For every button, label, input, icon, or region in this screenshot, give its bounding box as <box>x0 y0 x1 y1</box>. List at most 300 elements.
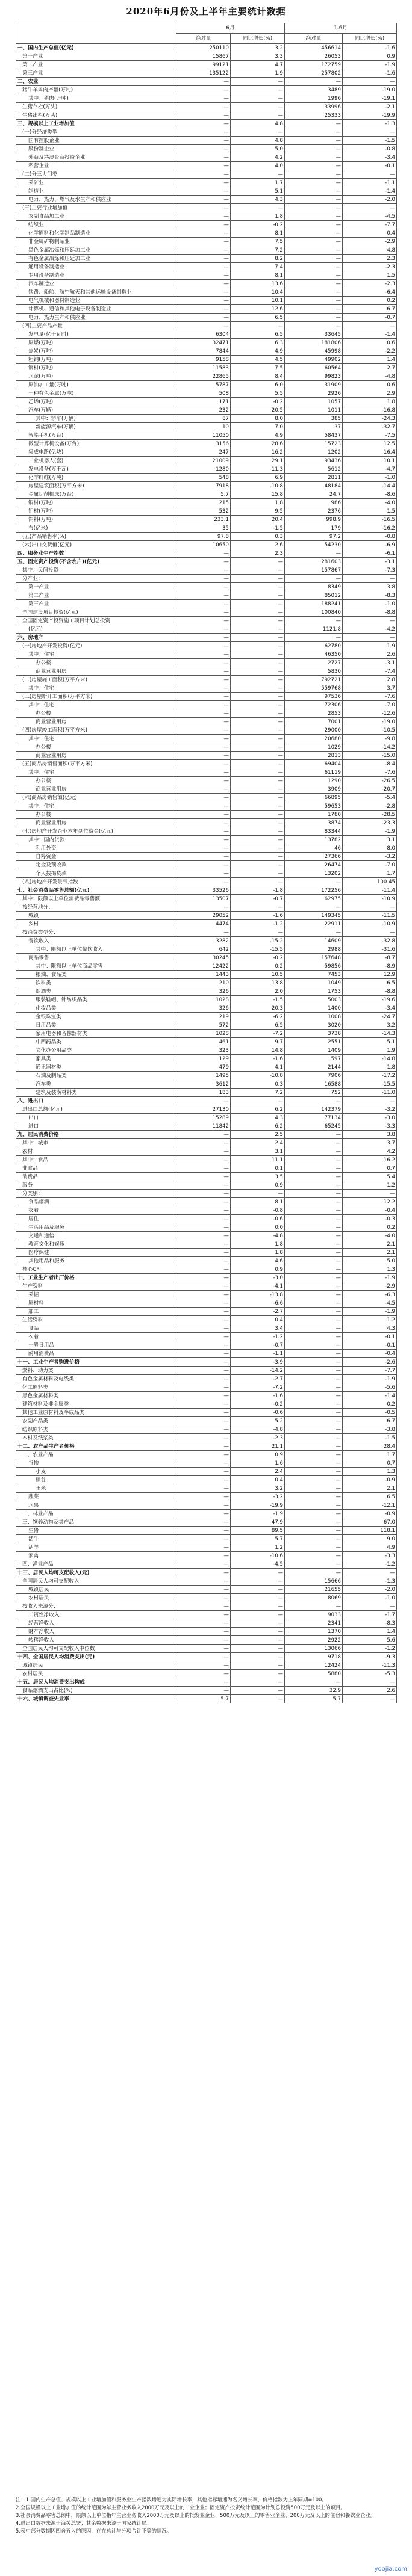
table-row <box>16 903 397 912</box>
june-growth: 0.9 <box>231 1451 285 1459</box>
indicator-name: 稻谷 <box>16 1476 176 1484</box>
june-growth: 4.5 <box>231 356 285 364</box>
h1-value: 281603 <box>285 558 343 566</box>
june-growth: 1.9 <box>231 69 285 78</box>
indicator-name: 食品 <box>16 1324 176 1333</box>
june-growth: — <box>231 1628 285 1636</box>
h1-growth: -19.0 <box>343 86 397 94</box>
table-row <box>16 111 397 120</box>
june-value: 27130 <box>176 1105 231 1114</box>
indicator-name: 工业机器人(套) <box>16 457 176 465</box>
indicator-name: 铁路、船舶、航空航天和其他运输设备制造业 <box>16 288 176 297</box>
june-growth: — <box>231 1611 285 1619</box>
h1-growth: 2.1 <box>343 1249 397 1257</box>
h1-value: 3874 <box>285 819 343 827</box>
h1-value: — <box>285 1552 343 1560</box>
h1-value: 65245 <box>285 1122 343 1131</box>
table-row <box>16 1535 397 1543</box>
h1-value: — <box>285 196 343 204</box>
indicator-name: 乡村 <box>16 920 176 928</box>
table-row <box>16 1105 397 1114</box>
june-value: — <box>176 322 231 330</box>
june-value: 6304 <box>176 330 231 339</box>
indicator-name: 生猪出栏(万头) <box>16 111 176 120</box>
table-row <box>16 1114 397 1122</box>
h1-value: 2926 <box>285 389 343 398</box>
table-row <box>16 1324 397 1333</box>
h1-growth: -11.0 <box>343 1089 397 1097</box>
h1-growth: — <box>343 1695 397 1703</box>
h1-value: 2144 <box>285 1063 343 1072</box>
june-growth: 0.9 <box>231 1265 285 1274</box>
june-value: — <box>176 1577 231 1586</box>
june-value: 10 <box>176 423 231 431</box>
june-value: 15289 <box>176 1114 231 1122</box>
indicator-name: 其中：国内贷款 <box>16 836 176 844</box>
h1-value: 1409 <box>285 1046 343 1055</box>
h1-growth: -0.3 <box>343 1215 397 1223</box>
indicator-name: 第一产业 <box>16 583 176 591</box>
h1-value: 8349 <box>285 583 343 591</box>
june-value: — <box>176 1206 231 1215</box>
h1-growth: -8.4 <box>343 760 397 768</box>
h1-value: — <box>285 1232 343 1240</box>
june-value: 15867 <box>176 52 231 61</box>
h1-growth: -1.5 <box>343 1434 397 1442</box>
table-row <box>16 465 397 474</box>
june-growth: -0.2 <box>231 221 285 229</box>
indicator-name: 黑色金属冶炼和压延加工业 <box>16 246 176 255</box>
h1-growth: -7.0 <box>343 861 397 869</box>
h1-value: — <box>285 903 343 912</box>
june-value: — <box>176 743 231 752</box>
h1-value: 172256 <box>285 886 343 895</box>
june-growth: -0.2 <box>231 1400 285 1409</box>
june-value: — <box>176 1442 231 1451</box>
june-value: — <box>176 1678 231 1687</box>
june-growth: 14.8 <box>231 1046 285 1055</box>
h1-value: — <box>285 280 343 288</box>
h1-growth: -7.6 <box>343 693 397 701</box>
june-growth: — <box>231 575 285 583</box>
june-value: — <box>176 263 231 271</box>
indicator-name: 消费品 <box>16 1173 176 1181</box>
june-value: — <box>176 212 231 221</box>
june-growth: — <box>231 1569 285 1577</box>
h1-growth: -4.2 <box>343 625 397 634</box>
indicator-name: 商品零售 <box>16 954 176 962</box>
h1-growth: -20.7 <box>343 785 397 794</box>
indicator-name: 办公楼 <box>16 811 176 819</box>
h1-growth: -7.3 <box>343 566 397 575</box>
table-row <box>16 406 397 415</box>
june-growth: 6.9 <box>231 474 285 482</box>
june-growth: — <box>231 659 285 667</box>
h1-growth: 3.1 <box>343 836 397 844</box>
table-row <box>16 1063 397 1072</box>
june-growth: — <box>231 1636 285 1645</box>
h1-value: — <box>285 246 343 255</box>
june-growth: — <box>231 684 285 693</box>
h1-growth: -1.9 <box>343 1375 397 1383</box>
table-row <box>16 836 397 844</box>
indicator-name: 农副食品加工业 <box>16 212 176 221</box>
h1-value: 66895 <box>285 794 343 802</box>
table-row <box>16 1274 397 1282</box>
indicator-name: 生活资料 <box>16 1316 176 1324</box>
indicator-name: 按消费类型分： <box>16 928 176 937</box>
h1-growth: -1.7 <box>343 1611 397 1619</box>
h1-growth: 100.45 <box>343 878 397 886</box>
indicator-name: 通讯器材类 <box>16 1063 176 1072</box>
h1-growth: — <box>343 634 397 642</box>
indicator-name: 六、房地产 <box>16 634 176 642</box>
indicator-name: 专用设备制造业 <box>16 271 176 280</box>
june-value: — <box>176 1131 231 1139</box>
june-value: 7844 <box>176 347 231 356</box>
table-row <box>16 1291 397 1299</box>
june-value: — <box>176 642 231 650</box>
indicator-name: 外商及港澳台商投资企业 <box>16 153 176 162</box>
table-row <box>16 347 397 356</box>
h1-growth: -16.2 <box>343 524 397 533</box>
june-growth: 5.7 <box>231 1535 285 1543</box>
table-row <box>16 44 397 52</box>
june-growth: 3.2 <box>231 1484 285 1493</box>
h1-value: 3489 <box>285 86 343 94</box>
june-growth: 11.3 <box>231 465 285 474</box>
h1-value: — <box>285 1198 343 1206</box>
h1-value: 1008 <box>285 1013 343 1021</box>
june-value: — <box>176 1164 231 1173</box>
h1-value: — <box>285 1459 343 1468</box>
h1-growth: -1.6 <box>343 44 397 52</box>
june-growth: -7.2 <box>231 1383 285 1392</box>
h1-growth: -14.4 <box>343 482 397 490</box>
table-row <box>16 170 397 179</box>
h1-growth: -7.0 <box>343 701 397 709</box>
june-growth: 10.4 <box>231 288 285 297</box>
h1-value: 1202 <box>285 448 343 457</box>
footnote: 5.表中部分数据因四舍五入的原因，存在总计与分项合计不等的情况。 <box>16 2528 172 2534</box>
june-growth: — <box>231 322 285 330</box>
table-row <box>16 179 397 187</box>
table-row <box>16 1493 397 1501</box>
table-row <box>16 1021 397 1030</box>
june-value: — <box>176 650 231 659</box>
table-row <box>16 271 397 280</box>
june-value: 219 <box>176 1013 231 1021</box>
h1-growth: 3.2 <box>343 1021 397 1030</box>
h1-growth: -8.8 <box>343 987 397 996</box>
h1-growth: 1.5 <box>343 271 397 280</box>
h1-value: 45998 <box>285 347 343 356</box>
indicator-name: (二)房屋施工面积(万平方米) <box>16 676 176 684</box>
june-growth: 5.0 <box>231 145 285 153</box>
june-value: 532 <box>176 507 231 516</box>
june-growth: -0.2 <box>231 398 285 406</box>
h1-value: — <box>285 314 343 322</box>
june-value: — <box>176 170 231 179</box>
june-growth: 3.2 <box>231 44 285 52</box>
indicator-name: 商业营业用房 <box>16 819 176 827</box>
h1-growth: 0.4 <box>343 229 397 238</box>
june-value: 171 <box>176 398 231 406</box>
h1-value: — <box>285 1223 343 1232</box>
h1-growth: -0.1 <box>343 1333 397 1341</box>
indicator-name: 分产业： <box>16 575 176 583</box>
june-growth: — <box>231 1645 285 1653</box>
h1-growth: -26.5 <box>343 777 397 785</box>
indicator-name: 文化办公用品类 <box>16 1046 176 1055</box>
h1-growth: 1.9 <box>343 1046 397 1055</box>
june-growth: — <box>231 608 285 617</box>
h1-growth: — <box>343 322 397 330</box>
h1-growth: -9.3 <box>343 1653 397 1661</box>
h1-growth: -24.3 <box>343 415 397 423</box>
june-growth: — <box>231 676 285 684</box>
indicator-name: 粮油、食品类 <box>16 971 176 979</box>
h1-value: 1996 <box>285 94 343 103</box>
june-value: — <box>176 1367 231 1375</box>
h1-growth: -19.9 <box>343 111 397 120</box>
h1-value: 1290 <box>285 777 343 785</box>
june-value: — <box>176 153 231 162</box>
june-growth: 0.3 <box>231 1080 285 1089</box>
table-row <box>16 1670 397 1678</box>
june-growth: -3.0 <box>231 1274 285 1282</box>
h1-value: — <box>285 1316 343 1324</box>
june-growth: 7.4 <box>231 263 285 271</box>
table-row <box>16 440 397 448</box>
h1-value: — <box>285 1484 343 1493</box>
table-row <box>16 886 397 895</box>
indicator-name: 农村居民 <box>16 1594 176 1602</box>
h1-growth: -0.8 <box>343 533 397 541</box>
june-growth: — <box>231 693 285 701</box>
table-row <box>16 103 397 111</box>
june-growth: 2.4 <box>231 1468 285 1476</box>
h1-growth: 1.8 <box>343 1063 397 1072</box>
h1-value: — <box>285 1409 343 1417</box>
table-row <box>16 305 397 314</box>
h1-value: — <box>285 1190 343 1198</box>
june-growth: 1.6 <box>231 1459 285 1468</box>
june-value: 461 <box>176 1038 231 1046</box>
h1-value: 1121.8 <box>285 625 343 634</box>
june-growth: 6.2 <box>231 1122 285 1131</box>
h1-growth: 0.7 <box>343 1459 397 1468</box>
table-row <box>16 61 397 69</box>
june-growth: — <box>231 861 285 869</box>
june-growth: — <box>231 726 285 735</box>
h1-growth: -4.0 <box>343 499 397 507</box>
h1-value: 83344 <box>285 827 343 836</box>
indicator-name: 原材料 <box>16 1299 176 1308</box>
indicator-name: 进出口总额(亿元) <box>16 1105 176 1114</box>
h1-growth: -1.2 <box>343 1560 397 1569</box>
h1-growth: -1.4 <box>343 330 397 339</box>
june-growth: — <box>231 1097 285 1105</box>
table-row <box>16 1164 397 1173</box>
indicator-name: 饮料类 <box>16 979 176 987</box>
june-growth: -6.2 <box>231 1013 285 1021</box>
june-value: — <box>176 549 231 558</box>
table-row <box>16 802 397 811</box>
june-growth: 6.5 <box>231 314 285 322</box>
h1-growth: -9.8 <box>343 735 397 743</box>
june-growth: 4.8 <box>231 137 285 145</box>
table-row <box>16 659 397 667</box>
table-row <box>16 1122 397 1131</box>
june-value: — <box>176 1274 231 1282</box>
indicator-name: 一、农业产品 <box>16 1451 176 1459</box>
june-growth: — <box>231 1678 285 1687</box>
table-row <box>16 1695 397 1703</box>
table-row <box>16 1392 397 1400</box>
h1-value: — <box>285 1341 343 1350</box>
h1-value: 85012 <box>285 591 343 600</box>
h1-growth: -19.6 <box>343 996 397 1004</box>
h1-growth: 12.2 <box>343 1198 397 1206</box>
june-growth: -1.6 <box>231 1392 285 1400</box>
june-growth: 16.2 <box>231 448 285 457</box>
h1-value: — <box>285 1257 343 1265</box>
june-value: 247 <box>176 448 231 457</box>
indicator-name: 分类别： <box>16 1190 176 1198</box>
june-value: 11050 <box>176 431 231 440</box>
h1-growth: -1.1 <box>343 179 397 187</box>
h1-value: — <box>285 305 343 314</box>
h1-growth: -3.4 <box>343 1004 397 1013</box>
h1-growth: 1.7 <box>343 869 397 878</box>
table-row <box>16 1434 397 1442</box>
h1-value: 7906 <box>285 1072 343 1080</box>
h1-growth: -1.4 <box>343 1392 397 1400</box>
indicator-name: 农村居民 <box>16 1670 176 1678</box>
h1-growth: -2.9 <box>343 1282 397 1291</box>
june-value: — <box>176 86 231 94</box>
indicator-name: 建筑材料及非金属类 <box>16 1400 176 1409</box>
june-value: — <box>176 162 231 170</box>
june-value: — <box>176 145 231 153</box>
h1-value: 2922 <box>285 1636 343 1645</box>
header-indicator <box>16 23 176 44</box>
indicator-name: 办公楼 <box>16 743 176 752</box>
indicator-name: 其中：限额以上单位消费品零售额 <box>16 895 176 903</box>
h1-value: — <box>285 170 343 179</box>
june-growth: -1.8 <box>231 886 285 895</box>
june-value: — <box>176 1316 231 1324</box>
h1-growth: 2.1 <box>343 1484 397 1493</box>
indicator-name: 第二产业 <box>16 591 176 600</box>
june-growth: -6.6 <box>231 1299 285 1308</box>
table-row <box>16 667 397 676</box>
h1-value: 16588 <box>285 1080 343 1089</box>
june-value: — <box>176 768 231 777</box>
indicator-name: 家具类 <box>16 1055 176 1063</box>
june-value: — <box>176 1392 231 1400</box>
indicator-name: 非食品 <box>16 1164 176 1173</box>
table-row <box>16 1484 397 1493</box>
indicator-name: (一)分经济类型 <box>16 128 176 137</box>
h1-value: 99823 <box>285 372 343 381</box>
h1-growth: -12.1 <box>343 1501 397 1510</box>
june-growth: 21.1 <box>231 1442 285 1451</box>
h1-growth: -1.9 <box>343 1274 397 1282</box>
june-growth: 20.3 <box>231 1004 285 1013</box>
h1-value: 32.9 <box>285 1687 343 1695</box>
h1-value: — <box>285 928 343 937</box>
h1-growth: 2.7 <box>343 364 397 372</box>
june-value: — <box>176 1308 231 1316</box>
h1-value: — <box>285 1560 343 1569</box>
header-june-value: 绝对量 <box>176 34 231 44</box>
h1-growth: 6.7 <box>343 305 397 314</box>
h1-value: — <box>285 297 343 305</box>
june-value: — <box>176 238 231 246</box>
indicator-name: 交通和通信 <box>16 1232 176 1240</box>
h1-growth: 1.5 <box>343 507 397 516</box>
indicator-name: (亿元) <box>16 625 176 634</box>
june-growth: — <box>231 794 285 802</box>
h1-growth: -2.9 <box>343 238 397 246</box>
june-growth: 4.6 <box>231 1257 285 1265</box>
june-value: — <box>176 844 231 853</box>
june-growth: 8.1 <box>231 271 285 280</box>
h1-value: 72306 <box>285 701 343 709</box>
june-growth: -10.8 <box>231 1072 285 1080</box>
h1-value: — <box>285 1602 343 1611</box>
h1-value: 5830 <box>285 667 343 676</box>
june-value: — <box>176 1510 231 1518</box>
june-growth: — <box>231 78 285 86</box>
june-value: — <box>176 1543 231 1552</box>
table-row <box>16 196 397 204</box>
june-growth: 0.2 <box>231 962 285 971</box>
h1-growth: -1.0 <box>343 600 397 608</box>
table-row <box>16 229 397 238</box>
june-growth: 4.3 <box>231 1114 285 1122</box>
table-row <box>16 431 397 440</box>
h1-value: 1029 <box>285 743 343 752</box>
h1-growth: -2.0 <box>343 1586 397 1594</box>
h1-value: — <box>285 1139 343 1147</box>
indicator-name: 其中：限额以上单位商品零售 <box>16 962 176 971</box>
h1-value: — <box>285 145 343 153</box>
h1-value: — <box>285 1097 343 1105</box>
indicator-name: 燃料、动力类 <box>16 1367 176 1375</box>
table-row <box>16 1527 397 1535</box>
h1-growth: 0.2 <box>343 1400 397 1409</box>
h1-value: — <box>285 263 343 271</box>
h1-value: 2727 <box>285 659 343 667</box>
h1-value: 1370 <box>285 1628 343 1636</box>
indicator-name: 其中：住宅 <box>16 684 176 693</box>
june-value: — <box>176 811 231 819</box>
h1-growth: 16.4 <box>343 448 397 457</box>
june-growth: — <box>231 204 285 212</box>
h1-growth: -1.6 <box>343 69 397 78</box>
june-growth: 2.4 <box>231 1139 285 1147</box>
table-row <box>16 541 397 549</box>
table-row <box>16 1030 397 1038</box>
h1-value: — <box>285 1291 343 1299</box>
june-value: — <box>176 120 231 128</box>
june-growth: -7.2 <box>231 1030 285 1038</box>
h1-value: 157867 <box>285 566 343 575</box>
h1-growth: — <box>343 204 397 212</box>
